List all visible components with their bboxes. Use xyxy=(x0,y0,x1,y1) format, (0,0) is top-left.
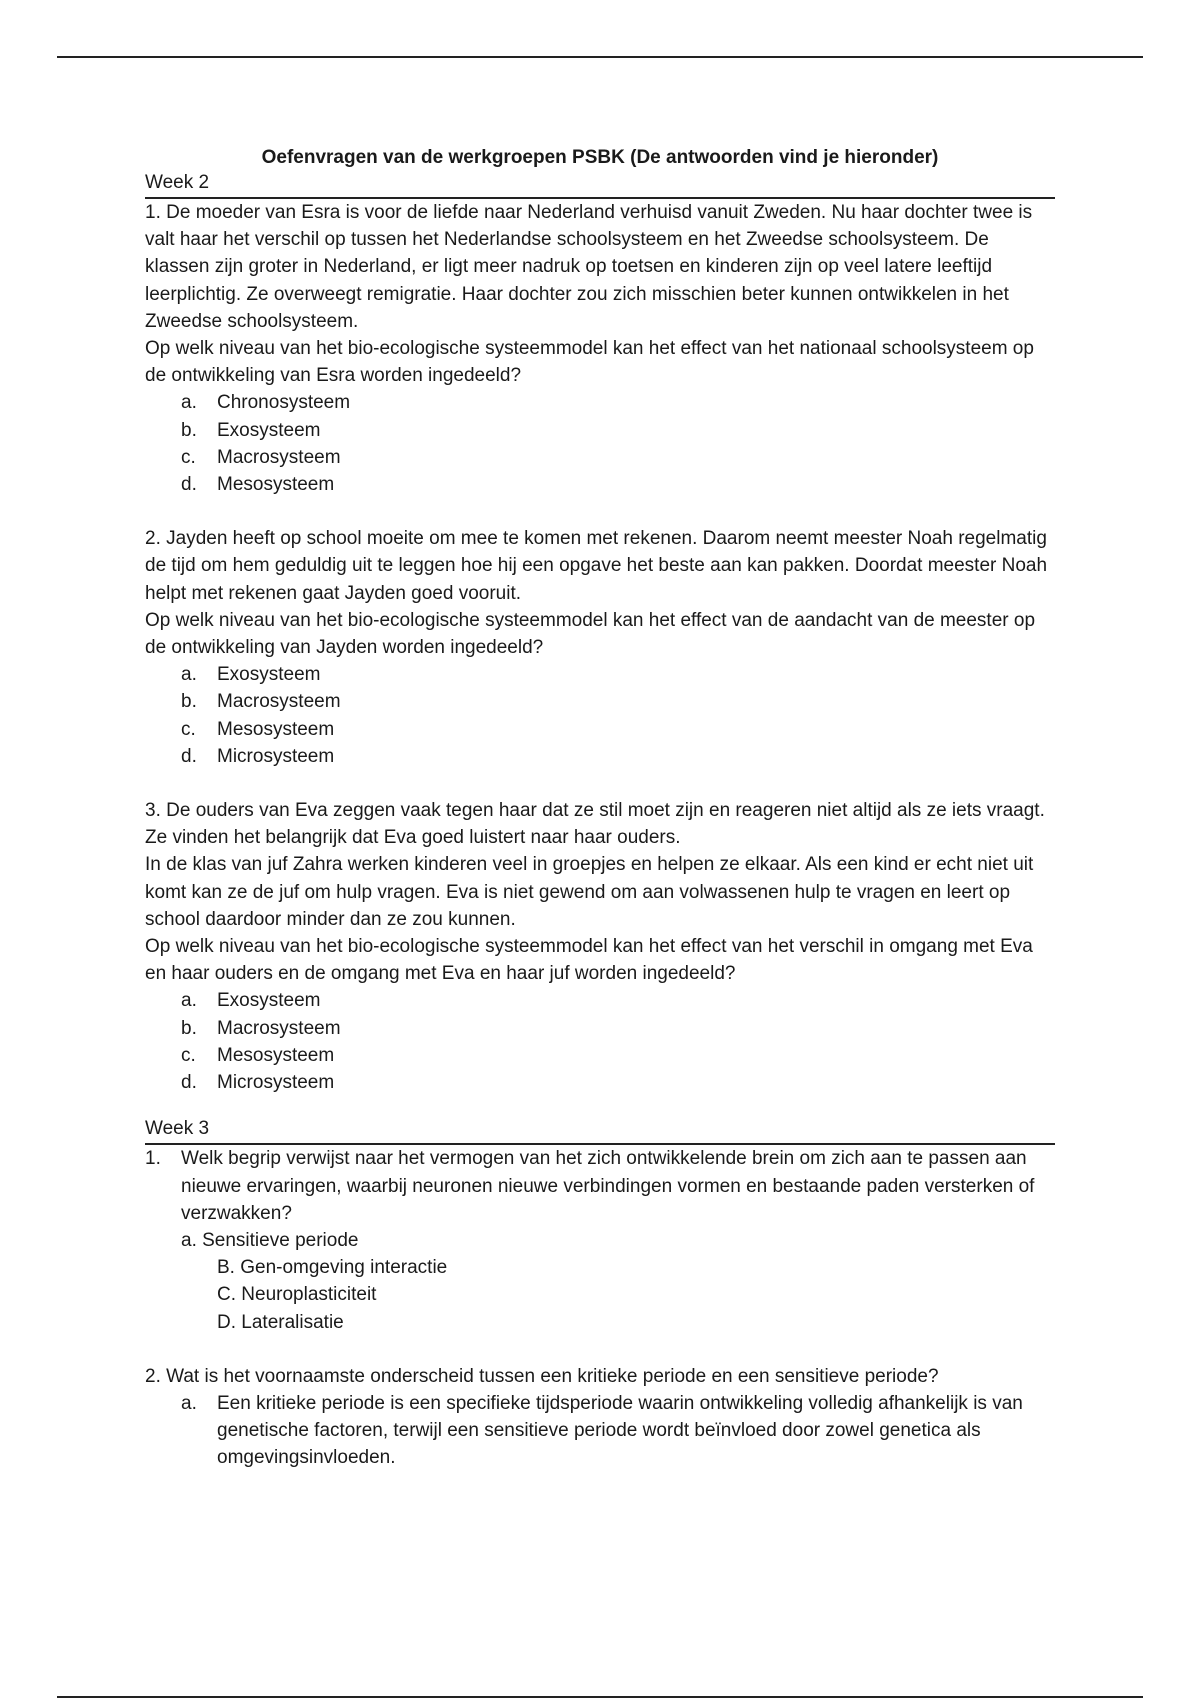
page-top-rule xyxy=(57,56,1143,58)
option-c xyxy=(145,716,1055,743)
week2-question-1 xyxy=(145,199,1055,498)
page-bottom-rule xyxy=(57,1696,1143,1698)
option-c: C. Neuroplasticiteit xyxy=(217,1284,377,1306)
question-intro-continued: In de klas van juf Zahra werken kinderen veel in groepjes en helpen ze elkaar. Als een kind er echt niet uit komt kan ze de juf om hulp vragen. Eva is niet gewend om aan volwassenen hulp te vragen en leert op school daardoor minder dan ze zou kunnen. xyxy=(145,854,1034,930)
option-text: Mesosysteem xyxy=(217,718,335,740)
option-b xyxy=(145,1015,1055,1042)
week-2-heading: Week 2 xyxy=(145,170,1055,199)
answer-options xyxy=(145,1227,1055,1336)
spacer xyxy=(145,498,1055,525)
answer-options xyxy=(145,1390,1055,1472)
option-a xyxy=(145,1390,1055,1472)
option-b xyxy=(145,417,1055,444)
option-c xyxy=(145,1042,1055,1069)
option-text: Microsysteem xyxy=(217,1072,335,1094)
option-marker: c. xyxy=(181,1044,196,1066)
answer-options xyxy=(145,389,1055,498)
option-text: Macrosysteem xyxy=(217,691,341,713)
question-intro: 3. De ouders van Eva zeggen vaak tegen haar dat ze stil moet zijn en reageren niet altijd als ze iets vraagt. Ze vinden het belangrijk dat Eva goed luistert naar haar ouders. xyxy=(145,800,1045,849)
document-body xyxy=(145,146,1055,1472)
option-marker: d. xyxy=(181,745,197,767)
option-marker: c. xyxy=(181,446,196,468)
option-text: Exosysteem xyxy=(217,664,321,686)
option-marker: b. xyxy=(181,1017,197,1039)
option-marker: a. xyxy=(181,1392,197,1414)
option-d xyxy=(145,743,1055,770)
option-marker: b. xyxy=(181,419,197,441)
option-marker: d. xyxy=(181,474,197,496)
question-text: Op welk niveau van het bio-ecologische systeemmodel kan het effect van de aandacht van de meester op de ontwikkeling van Jayden worden ingedeeld? xyxy=(145,609,1036,659)
option-d xyxy=(145,471,1055,498)
spacer xyxy=(145,770,1055,797)
question-text: 2. Wat is het voornaamste onderscheid tussen een kritieke periode en een sensitieve periode? xyxy=(145,1365,939,1387)
week3-question-1 xyxy=(145,1145,1055,1227)
option-a xyxy=(145,987,1055,1014)
option-marker: d. xyxy=(181,1072,197,1094)
option-c xyxy=(145,444,1055,471)
option-marker: a. xyxy=(181,392,197,414)
option-text: Chronosysteem xyxy=(217,392,351,414)
option-d: D. Lateralisatie xyxy=(217,1311,344,1333)
question-text: Welk begrip verwijst naar het vermogen van het zich ontwikkelende brein om zich aan te passen aan nieuwe ervaringen, waarbij neuronen nieuwe verbindingen vormen en bestaande paden versterken of verzwakken? xyxy=(181,1148,1035,1224)
document-title: Oefenvragen van de werkgroepen PSBK (De antwoorden vind je hieronder) xyxy=(261,147,939,168)
answer-options xyxy=(145,661,1055,770)
question-number: 1. xyxy=(145,1148,161,1170)
option-text: Macrosysteem xyxy=(217,446,341,468)
option-text: Macrosysteem xyxy=(217,1017,341,1039)
question-intro: 1. De moeder van Esra is voor de liefde naar Nederland verhuisd vanuit Zweden. Nu haar dochter twee is valt haar het verschil op tussen het Nederlandse schoolsysteem en het Zweedse schoolsysteem. De klassen zijn groter in Nederland, er ligt meer nadruk op toetsen en kinderen zijn op veel latere leeftijd leerplichtig. Ze overweegt remigratie. Haar dochter zou zich misschien beter kunnen ontwikkelen in het Zweedse schoolsysteem. xyxy=(145,202,1033,332)
question-text: Op welk niveau van het bio-ecologische systeemmodel kan het effect van het nationaal schoolsysteem op de ontwikkeling van Esra worden ingedeeld? xyxy=(145,338,1034,387)
option-marker: a. xyxy=(181,990,197,1012)
option-marker: c. xyxy=(181,718,196,740)
question-text: Op welk niveau van het bio-ecologische systeemmodel kan het effect van het verschil in omgang met Eva en haar ouders en de omgang met Eva en haar juf worden ingedeeld? xyxy=(145,936,1033,985)
option-marker: a. xyxy=(181,664,197,686)
option-text: Microsysteem xyxy=(217,745,335,767)
answer-options xyxy=(145,987,1055,1096)
week3-question-2 xyxy=(145,1363,1055,1472)
question-intro: 2. Jayden heeft op school moeite om mee te komen met rekenen. Daarom neemt meester Noah regelmatig de tijd om hem geduldig uit te leggen hoe hij een opgave het beste aan kan pakken. Doordat meester Noah helpt met rekenen gaat Jayden goed vooruit. xyxy=(145,528,1048,604)
option-text: Mesosysteem xyxy=(217,1044,335,1066)
option-text: Mesosysteem xyxy=(217,474,335,496)
week2-question-3 xyxy=(145,797,1055,1096)
option-a xyxy=(145,661,1055,688)
option-text: Exosysteem xyxy=(217,990,321,1012)
week-3-heading: Week 3 xyxy=(145,1116,1055,1145)
option-d xyxy=(145,1069,1055,1096)
week2-question-2 xyxy=(145,525,1055,770)
option-b xyxy=(145,688,1055,715)
option-b: B. Gen-omgeving interactie xyxy=(217,1257,448,1279)
option-text: Een kritieke periode is een specifieke tijdsperiode waarin ontwikkeling volledig afhankelijk is van genetische factoren, terwijl een sensitieve periode wordt beïnvloed door zowel genetica als omgevingsinvloeden. xyxy=(217,1392,1023,1469)
option-a xyxy=(145,389,1055,416)
option-text: Exosysteem xyxy=(217,419,321,441)
spacer xyxy=(145,1336,1055,1363)
option-a: a. Sensitieve periode xyxy=(181,1229,359,1251)
option-marker: b. xyxy=(181,691,197,713)
